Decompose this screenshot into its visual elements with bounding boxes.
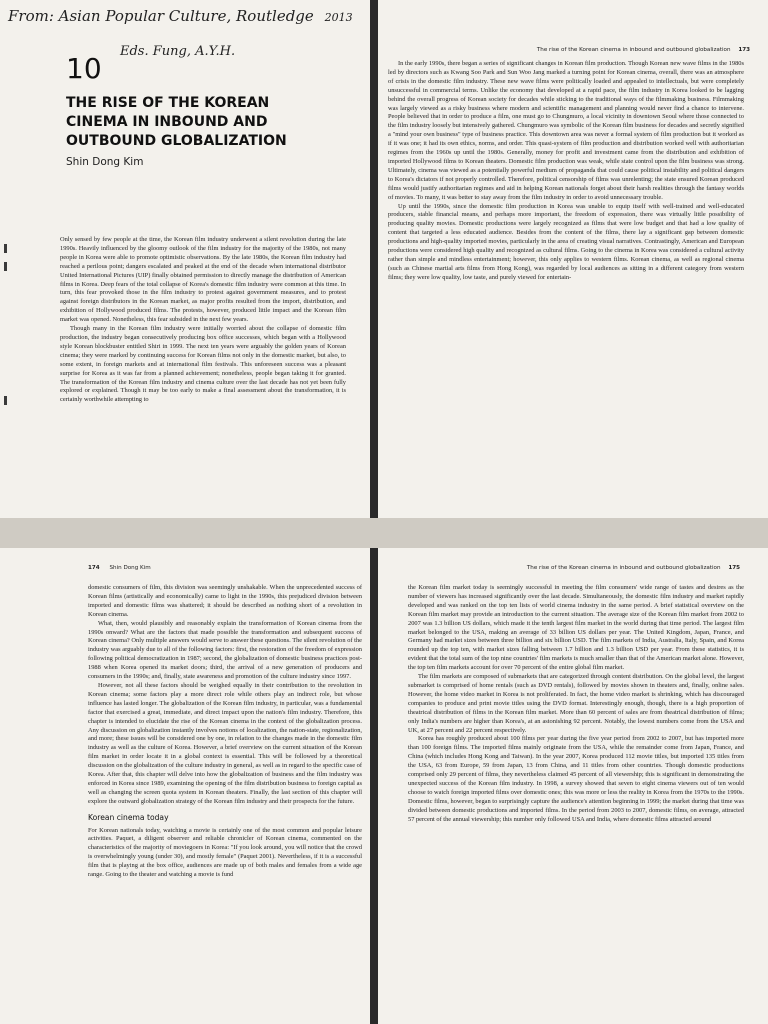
- paragraph: the Korean film market today is seemingly successful in meeting the film consumers' wide range of tastes and desires as the number of viewers has increased significantly over the last decade. Simultaneously, the domestic film industry and market rapidly developed and was ranked on the top ten lists of world cinema industry in the same period. A brief statistical overview on the Korean film market may provide an introduction to the current situation. The average size of the Korean film market from 2002 to 2007 was 1.3 billion US dollars, which made it the tenth largest film market in the world during that time period. The largest film market belonged to the USA, making an average of 33 billion US dollars per year. The United Kingdom, Japan, France, and Germany had market sizes between three billion and six billion USD. The film markets of India, Australia, Italy, Spain, and Korea rounded up the top ten, with market sizes falling between 1.7 billion and 1.3 billion USD per year. From these statistics, it is evident that the total sum of the top nine countries' film markets is much smaller than that of the American market alone. However, the top ten film markets account for over 70 percent of the entire global film market.: [408, 584, 744, 672]
- section-heading: Korean cinema today: [88, 812, 169, 822]
- paragraph: domestic consumers of film, this division was seemingly unshakable. When the unprecedented success of Korean films (artistically and economically) came to light in the 1990s, this prejudiced division between imported and domestic films was shattered; it should be described as nothing short of a revolution in Korean cinema.: [88, 584, 362, 618]
- body-text-column: [88, 584, 362, 1022]
- handwritten-editors-note: Eds. Fung, A.Y.H.: [120, 44, 236, 59]
- paragraph: Up until the 1990s, since the domestic film production in Korea was unable to equip itself with well-trained and well-educated producers, stable financial means, and perhaps more important, the freedom of expression, there was virtually little possibility of producing quality movies. Domestic productions were largely recognized as films that were low budget and that had a low quality of content that targeted a less educated audience. Besides from the content of the films, there lay a significant gap between domestic productions and high-quality imported movies, particularly in the area of creating visual narratives. Contrastingly, American and European productions were considered high quality and recognized as cultural films. Going to the cinema in Korea was considered a cultural activity rather than simple and mindless entertainment; however, this only applies to western films. Korean cinema, as well as regional cinema (such as Chinese martial arts films from Hong Kong), was regarded by local audiences as sitting in a different category from western films; they were low quality, low taste, and purely viewed for entertain-: [388, 202, 744, 281]
- running-head-title: The rise of the Korean cinema in inbound and outbound globalization: [526, 565, 721, 571]
- body-text-column: [60, 236, 346, 514]
- page-173: [378, 0, 768, 518]
- page-number: 174: [88, 565, 100, 571]
- running-head: [88, 565, 151, 571]
- handwritten-source-line: From: Asian Popular Culture, Routledge: [8, 7, 314, 25]
- margin-mark: [4, 396, 7, 405]
- paragraph: Korea has roughly produced about 100 films per year during the five year period from 2002 to 2007, but has imported more than 100 foreign films. The imported films mainly originate from the USA, while the remainder come from Japan, France, and China (which includes Hong Kong and Taiwan). In the year 2007, Korea produced 112 movie titles, but imported 135 titles from the USA, 63 from Europe, 59 from Japan, 13 from China, and 11 titles from other countries. Though domestic productions comprised only 29 percent of films, they nevertheless claimed 45 percent of all viewership; this is significant in demonstrating the unexpected success of the Korean film industry. In 1998, a survey showed that seven to eight cinema viewers out of ten would choose to watch foreign imported films over domestic ones; this was more or less the reality in Korea from the 1970s to the 1990s. Domestic films, however, began to surprisingly capture the audience's attention beginning in 1999; the market during that time was divided between domestic productions and imported films. In the period from 2003 to 2007, domestic films, on average, attracted 57 percent of the annual viewership; this number only followed USA and India, where domestic films attracted around: [408, 735, 744, 823]
- chapter-number: 10: [66, 52, 102, 85]
- handwritten-year: 2013: [324, 11, 353, 24]
- running-head: [438, 47, 750, 53]
- paragraph: Though many in the Korean film industry were initially worried about the collapse of domestic film production, the industry began consecutively producing box office successes, which began with a Hollywood style Korean blockbuster entitled Shiri in 1999. The next ten years were arguably the golden years of Korean cinema; they were marked by continuing success for Korean films not only in the domestic market, but also, to some extent, in foreign markets and at international film festivals. This unforeseen success was a pleasant surprise for Korea as it was far from a planned achievement; nonetheless, people began taking it for granted. The transformation of the Korean film industry and cinema culture over the last decade has not yet been fully explored or explained. Though it may be too early to make a final assessment about the transformation, it is certainly worthwhile attempting to: [60, 325, 346, 404]
- body-text-column: [408, 584, 744, 1022]
- paragraph: The film markets are composed of submarkets that are categorized through content distribution. On the global level, the largest submarket is comprised of home rentals (such as DVD rentals), followed by movies shown in theaters and, finally, online sales. However, the home video market in Korea is not proliferated. In fact, the home video market is shrinking, which has discouraged companies to produce and print movie titles using the DVD format. Interestingly enough, though, there is a high proportion of theatrical distribution of films in the Korean film market. More than 60 percent of sales are from theatrical distribution of films; only India's numbers are higher than Korea's, at an astonishing 92 percent. Notably, the lowest numbers come from the USA and UK, at 27 percent and 22 percent respectively.: [408, 673, 744, 734]
- page-172: [0, 0, 372, 518]
- running-head: [418, 565, 740, 571]
- page-174: [0, 548, 372, 1024]
- margin-mark: [4, 262, 7, 271]
- running-head-title: The rise of the Korean cinema in inbound and outbound globalization: [536, 47, 731, 53]
- running-head-author: Shin Dong Kim: [109, 565, 151, 571]
- paragraph: However, not all these factors should be weighed equally in their contribution to the revolution in Korean cinema; some factors play a more direct role while others play an indirect role, but whose influence has lasted longer. The globalization of the Korean film industry, in particular, was a fundamental factor that exercised a great, immediate, and direct impact upon the nation's film industry. Therefore, this chapter is intended to elucidate the rise of the Korean cinema in the context of the globalization process. Any discussion on globalization instantly involves notions of localization, the nation-state, regionalization, and more; these issues will be considered one by one, in relation to the changes made in the domestic film industry as well as the culture of Korea. However, a brief overview on the current situation of the Korean film market in order locate it in a global context is essential. This will be followed by a theoretical discussion on the globalization of the culture industry in general, as well as in regard to the specific case of Korea. After that, this chapter will delve into how the globalization of business and the film industry was enforced in Korea since 1989, examining the opening of the film distribution business to foreign capital as well as changing the screen quota system in Korean theaters. Finally, the last section of this chapter will explore the outward globalization strategy of the Korean film industry and their prospects for the future.: [88, 681, 362, 805]
- chapter-author: Shin Dong Kim: [66, 156, 144, 168]
- page-number: 175: [728, 565, 740, 571]
- paragraph: Only sensed by few people at the time, the Korean film industry underwent a silent revolution during the late 1990s. Heavily influenced by the gloomy outlook of the film industry for the majority of the 1980s, not many people in Korea were able to promote optimistic observations. By the late 1980s, the Korean film industry had reached a perilous point; dangers escalated and peaked at the end of the decade when international distributor United International Pictures (UIP) finally obtained permission to directly manage the distribution of American films in Korea. Deep fears of the total collapse of Korea's domestic film industry were common at this time. In turn, this fear provoked those in the film industry to protest against government measures, and to protest against foreign distributors in the Korean market, as major profits resulted from the import, distribution, and exhibition of Hollywood produced films. The protests, however, produced little impact and the Korean film market was opened. Nonetheless, this fear subsided in the next few years.: [60, 236, 346, 324]
- paragraph: What, then, would plausibly and reasonably explain the transformation of Korean cinema from the 1990s onward? What are the factors that made possible the transformation and subsequent success of Korean cinema? Only multiple answers would serve to answer these questions. The silent revolution of the industry was arguably due to all of the following factors: first, the restoration of the freedom of expression following political democratization in 1987; second, the globalization of domestic business practices post-1988 when Korea opened its market doors; third, the arrival of a new generation of producers and consumers in the 1990s; and, finally, state awareness and promotion of the culture industry since 1997.: [88, 619, 362, 681]
- chapter-title: THE RISE OF THE KOREAN CINEMA IN INBOUND AND OUTBOUND GLOBALIZATION: [66, 95, 287, 149]
- page-175: [378, 548, 768, 1024]
- body-text-column: [388, 60, 744, 516]
- page-number: 173: [738, 47, 750, 53]
- paragraph: In the early 1990s, there began a series of significant changes in Korean film production. Though Korean new wave films in the 1980s led by directors such as Kwang Soo Park and Sun Woo Jang marked a turning point for Korean cinema, overall, there was an atmosphere of crisis in the domestic film industry. These new wave films were politically loaded and appealed to intellectuals, but were completely unsuccessful in commercial terms. Unlike the economy that developed at a rapid pace, the film industry in Korea looked to be lagging behind the overall progress of Korean society for decades while sticking to the traditional ways of the filmmaking business. Filmmaking was largely viewed as a risky business where modern and scientific management and planning would never find a chance to intervene. People believed that in order to produce a film, one must go to Chungmuro, a local vicinity in downtown Seoul where those connected to the film industry loosely but intensively gathered. Chungmuro was symbolic of the Korean film business for decades and secretly signified a "mind your own business" type of business practice. This downtown area was never a formal system of film production but it worked as if it was one; it had its own ethics, norms, and order. This quasi-system of film production and distribution worked well with authoritarian regimes from the 1960s up until the 1980s. Generally, money for profit and investment came from the distribution and exhibition of imported Hollywood films to Korean theaters. Domestic film production was weak, while state control upon the film business was strong. Ultimately, cinema was viewed as a potentially powerful medium of propaganda that could cause political instability and political dangers to Korea's dictators if not properly controlled. Therefore, political censorship of films was unrelenting; the state ensured Korean produced films would justify authoritarian regimes and aid in helping Korean nationals forget about their harsh realities through the fantasy worlds of movies. To many, it was better to stay away from the film industry in order to avoid unnecessary trouble.: [388, 60, 744, 201]
- paragraph: For Korean nationals today, watching a movie is certainly one of the most common and popular leisure activities. Paquet, a diligent observer and reliable chronicler of Korean cinema, commented on the characteristics of the majority of moviegoers in Korea: "If you look around, you will notice that the crowd is overwhelmingly young (under 30), and mostly female" (Paquet 2001). Nevertheless, if it is a successful film that is playing at the box office, audiences are made up of both males and females from a wide age range. Going to the theater and watching a movie is fund: [88, 826, 362, 879]
- scan-separator: [0, 518, 768, 548]
- handwritten-source-note: [8, 6, 368, 28]
- margin-mark: [4, 244, 7, 253]
